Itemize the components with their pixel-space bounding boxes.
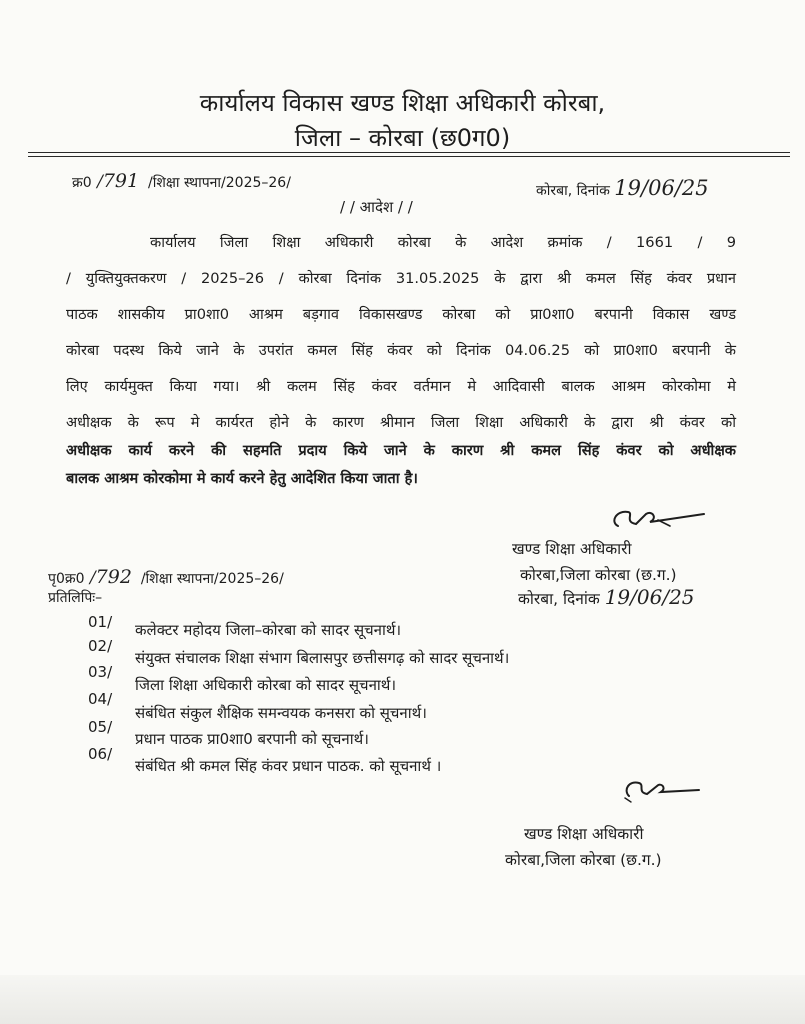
copy-text: संबंधित संकुल शैक्षिक समन्वयक कनसरा को सूचनार्थ।: [135, 704, 427, 722]
signature1-title: खण्ड शिक्षा अधिकारी: [512, 540, 632, 558]
body-line-7: अधीक्षक कार्य करने की सहमति प्रदाय किये जाने के कारण श्री कमल सिंह कंवर को अधीक्षक: [66, 442, 736, 459]
copy-number: 04/: [88, 690, 113, 708]
body-line-6: अधीक्षक के रूप मे कार्यरत होने के कारण श्रीमान जिला शिक्षा अधिकारी के द्वारा श्री कंवर को: [66, 414, 736, 431]
copy-text: संबंधित श्री कमल सिंह कंवर प्रधान पाठक. को सूचनार्थ ।: [135, 757, 442, 775]
ref-text: /शिक्षा स्थापना/2025–26/: [147, 175, 291, 191]
endorsement-prefix: पृ0क्र0: [48, 571, 85, 587]
copy-number: 03/: [88, 663, 113, 681]
ref-number: 791: [102, 170, 140, 192]
signature1-date-line: [518, 585, 695, 609]
signature-mark-2: [615, 770, 705, 810]
body-line-8: बालक आश्रम कोरकोमा मे कार्य करने हेतु आदेशित किया जाता है।: [66, 470, 418, 487]
ref-date: 19/06/25: [614, 176, 709, 200]
endorsement-number: 792: [95, 566, 132, 588]
header-divider: [28, 152, 790, 153]
body-line-2: / युक्तियुक्तकरण / 2025–26 / कोरबा दिनांक 31.05.2025 के द्वारा श्री कमल सिंह कंवर प्रधान: [66, 270, 736, 287]
copy-text: प्रधान पाठक प्रा0शा0 बरपानी को सूचनार्थ।: [135, 730, 369, 748]
copy-text: संयुक्त संचालक शिक्षा संभाग बिलासपुर छत्तीसगढ़ को सादर सूचनार्थ।: [135, 649, 510, 667]
ref-prefix: क्र0: [72, 175, 92, 191]
body-line-3: पाठक शासकीय प्रा0शा0 आश्रम बड़गाव विकासखण्ड कोरबा को प्रा0शा0 बरपानी विकास खण्ड: [66, 306, 736, 323]
copy-label: प्रतिलिपिः–: [48, 590, 103, 606]
endorsement-line: पृ0क्र0 /792 /शिक्षा स्थापना/2025–26/: [48, 566, 284, 588]
signature-mark-1: [600, 500, 710, 540]
page-bottom-shade: [0, 975, 805, 1024]
copy-number: 05/: [88, 718, 113, 736]
copy-number: 02/: [88, 637, 113, 655]
order-title: / / आदेश / /: [340, 198, 413, 216]
header-divider-thin: [28, 156, 790, 157]
office-heading: कार्यालय विकास खण्ड शिक्षा अधिकारी कोरबा,: [199, 89, 606, 117]
copy-text: जिला शिक्षा अधिकारी कोरबा को सादर सूचनार्थ।: [135, 676, 397, 694]
body-line-4: कोरबा पदस्थ किये जाने के उपरांत कमल सिंह कंवर को दिनांक 04.06.25 को प्रा0शा0 बरपानी के: [66, 342, 736, 359]
endorsement-text: /शिक्षा स्थापना/2025–26/: [140, 571, 284, 587]
ref-date-label: कोरबा, दिनांक: [536, 183, 610, 199]
signature2-title: खण्ड शिक्षा अधिकारी: [524, 825, 644, 843]
copy-number: 06/: [88, 745, 113, 763]
signature1-date: 19/06/25: [604, 585, 695, 609]
signature2-place: कोरबा,जिला कोरबा (छ.ग.): [505, 851, 662, 869]
signature1-date-label: कोरबा, दिनांक: [518, 590, 600, 608]
ref-date-line: [536, 176, 709, 200]
copy-number: 01/: [88, 613, 113, 631]
body-line-5: लिए कार्यमुक्त किया गया। श्री कलम सिंह कंवर वर्तमान मे आदिवासी बालक आश्रम कोरकोमा मे: [66, 378, 736, 395]
signature1-place: कोरबा,जिला कोरबा (छ.ग.): [520, 566, 677, 584]
reference-line: क्र0 /791 /शिक्षा स्थापना/2025–26/: [72, 170, 291, 192]
district-heading: जिला – कोरबा (छ0ग0): [294, 124, 511, 152]
copy-text: कलेक्टर महोदय जिला–कोरबा को सादर सूचनार्थ।: [135, 621, 402, 639]
body-line-1: कार्यालय जिला शिक्षा अधिकारी कोरबा के आदेश क्रमांक / 1661 / 9: [150, 234, 736, 251]
